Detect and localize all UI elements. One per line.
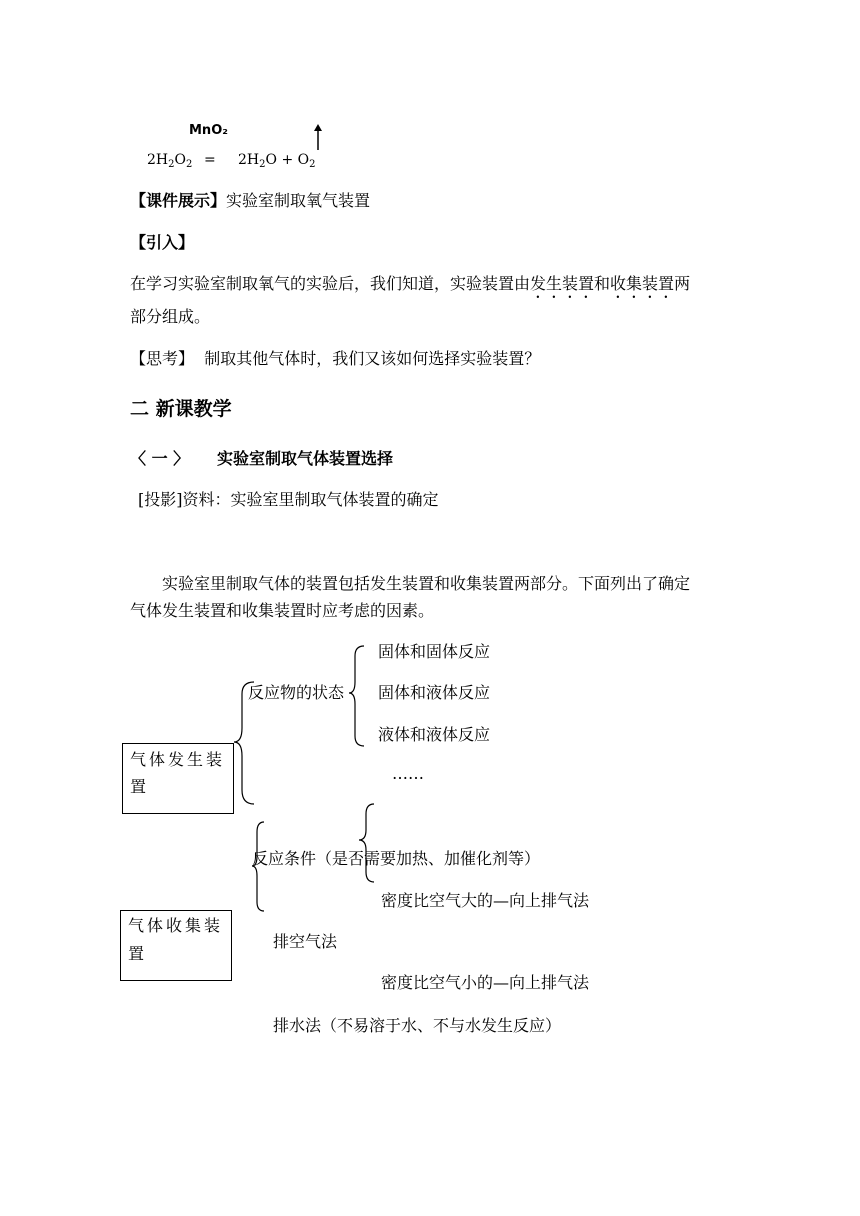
paragraph-line2: 气体发生装置和收集装置时应考虑的因素。: [130, 601, 435, 620]
intro-paragraph-line1: 在学习实验室制取氧气的实验后，我们知道，实验装置由发生装置和收集装置两: [130, 274, 691, 293]
collection-device-label-line2: 置: [128, 944, 145, 963]
courseware-line: 【课件展示】实验室制取氧气装置: [130, 191, 371, 210]
equation-products: $2H_2O + O_2$: [238, 152, 316, 170]
subsection-number: 〈 一 〉: [130, 449, 190, 468]
inner-brace: [359, 804, 374, 882]
denser-than-air-method: 密度比空气大的—向上排气法: [381, 891, 590, 910]
state-brace: [349, 646, 364, 746]
chemical-equation: $2H_2O_2$: [147, 152, 193, 170]
reactant-state-label: 反应物的状态: [248, 683, 345, 702]
state-ellipsis: ……: [392, 764, 424, 783]
air-displacement-method: 排空气法: [273, 932, 338, 951]
think-line: 【思考】 制取其他气体时，我们又该如何选择实验装置？: [130, 349, 541, 368]
generation-device-label-line2: 置: [130, 777, 147, 796]
intro-tag: 【引入】: [130, 233, 195, 252]
intro-paragraph-line2: 部分组成。: [130, 307, 211, 326]
state-solid-liquid: 固体和液体反应: [378, 683, 491, 702]
state-solid-solid: 固体和固体反应: [378, 642, 491, 661]
paragraph-line1: 实验室里制取气体的装置包括发生装置和收集装置两部分。下面列出了确定: [162, 574, 691, 593]
lighter-than-air-method: 密度比空气小的—向上排气法: [381, 973, 590, 992]
generation-device-label-line1: 气体发生装: [130, 750, 226, 769]
equation-equals: =: [204, 152, 216, 168]
reaction-condition-label: 反应条件（是否需要加热、加催化剂等）: [252, 849, 541, 868]
water-displacement-method: 排水法（不易溶于水、不与水发生反应）: [273, 1016, 562, 1035]
collection-device-label-line1: 气体收集装: [128, 916, 224, 935]
projection-line: [投影]资料：实验室里制取气体装置的确定: [138, 490, 439, 509]
section-title: 二 新课教学: [130, 398, 232, 420]
subsection-title: 实验室制取气体装置选择: [217, 449, 394, 468]
catalyst-label: MnO₂: [189, 123, 228, 138]
state-liquid-liquid: 液体和液体反应: [378, 725, 491, 744]
